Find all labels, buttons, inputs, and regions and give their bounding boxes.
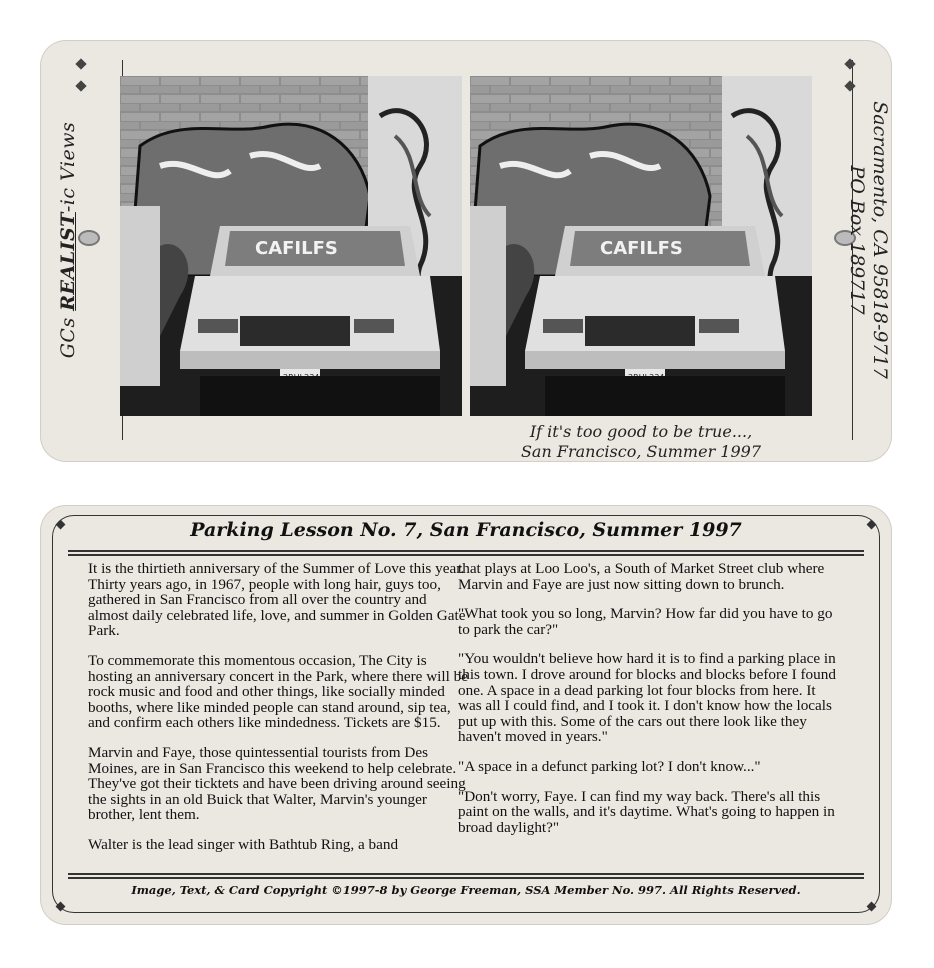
story-paragraph: Walter is the lead singer with Bathtub Ring, a band	[88, 835, 399, 853]
photo-caption	[470, 422, 812, 462]
caption-line-1: If it's too good to be true...,	[529, 422, 753, 441]
story-paragraph: To commemorate this momentous occasion, The City is hosting an anniversary concert in the Park, where there will be rock music and food and other things, like socially minded booths, where like minded people can stand around, sip tea, and confirm each others like mindedness. Tickets are $15.	[88, 651, 468, 732]
diamond-ornament-icon	[75, 58, 86, 69]
brand-label: GCs REALIST-ic Views	[57, 121, 79, 359]
stereo-photo-right	[470, 76, 812, 416]
diamond-ornament-icon	[844, 80, 855, 91]
footer-rule-bottom	[68, 877, 864, 879]
title-rule-top	[68, 550, 864, 552]
photo-car-graffiti-left	[120, 76, 462, 416]
photo-car-graffiti-right	[470, 76, 812, 416]
story-paragraph: It is the thirtieth anniversary of the Summer of Love this year. Thirty years ago, in 1967, people with long hair, guys too, gathered in San Francisco from all over the country and almost daily celebrated life, love, and summer in Golden Gate Park.	[88, 560, 466, 640]
address-line-1: PO Box 189717	[846, 165, 868, 315]
footer-rule-top	[68, 873, 864, 875]
svg-text:CAFILFS: CAFILFS	[255, 238, 338, 259]
stereo-photo-left	[120, 76, 462, 416]
stereo-card-back	[40, 505, 892, 925]
story-paragraph: that plays at Loo Loo's, a South of Market Street club where Marvin and Faye are just now sitting down to brunch.	[458, 560, 825, 593]
story-paragraph: Marvin and Faye, those quintessential tourists from Des Moines, are in San Francisco this weekend to help celebrate. They've got their ticktets and have been driving around seeing the sights in an old Buick that Walter, Marvin's younger brother, lent them.	[88, 743, 466, 824]
story-paragraph: "Don't worry, Faye. I can find my way back. There's all this paint on the walls, and it's daytime. What's going to happen in broad daylight?"	[458, 787, 835, 836]
viewer-notch-icon	[78, 230, 100, 246]
story-column-right	[458, 561, 838, 849]
story-paragraph: "A space in a defunct parking lot? I don't know..."	[458, 757, 761, 775]
story-paragraph: "What took you so long, Marvin? How far did you have to go to park the car?"	[458, 605, 833, 638]
diamond-ornament-icon	[844, 58, 855, 69]
title-rule-bottom	[68, 554, 864, 556]
story-title: Parking Lesson No. 7, San Francisco, Summer 1997	[190, 519, 742, 541]
diamond-ornament-icon	[75, 80, 86, 91]
svg-text:CAFILFS: CAFILFS	[600, 238, 683, 259]
caption-line-2: San Francisco, Summer 1997	[520, 442, 762, 461]
story-column-left	[88, 561, 468, 867]
story-paragraph: "You wouldn't believe how hard it is to find a parking place in this town. I drove around for blocks and blocks before I found one. A space in a dead parking lot four blocks from here. It was all I could find, and I took it. I don't know how the locals put up with this. Some of the cars out there look like they haven't moved in years."	[458, 650, 836, 746]
address-line-2: Sacramento, CA 95818-9717	[869, 101, 891, 379]
copyright-notice: Image, Text, & Card Copyright ©1997-8 by George Freeman, SSA Member No. 997. All Rights Reserved.	[131, 883, 801, 897]
